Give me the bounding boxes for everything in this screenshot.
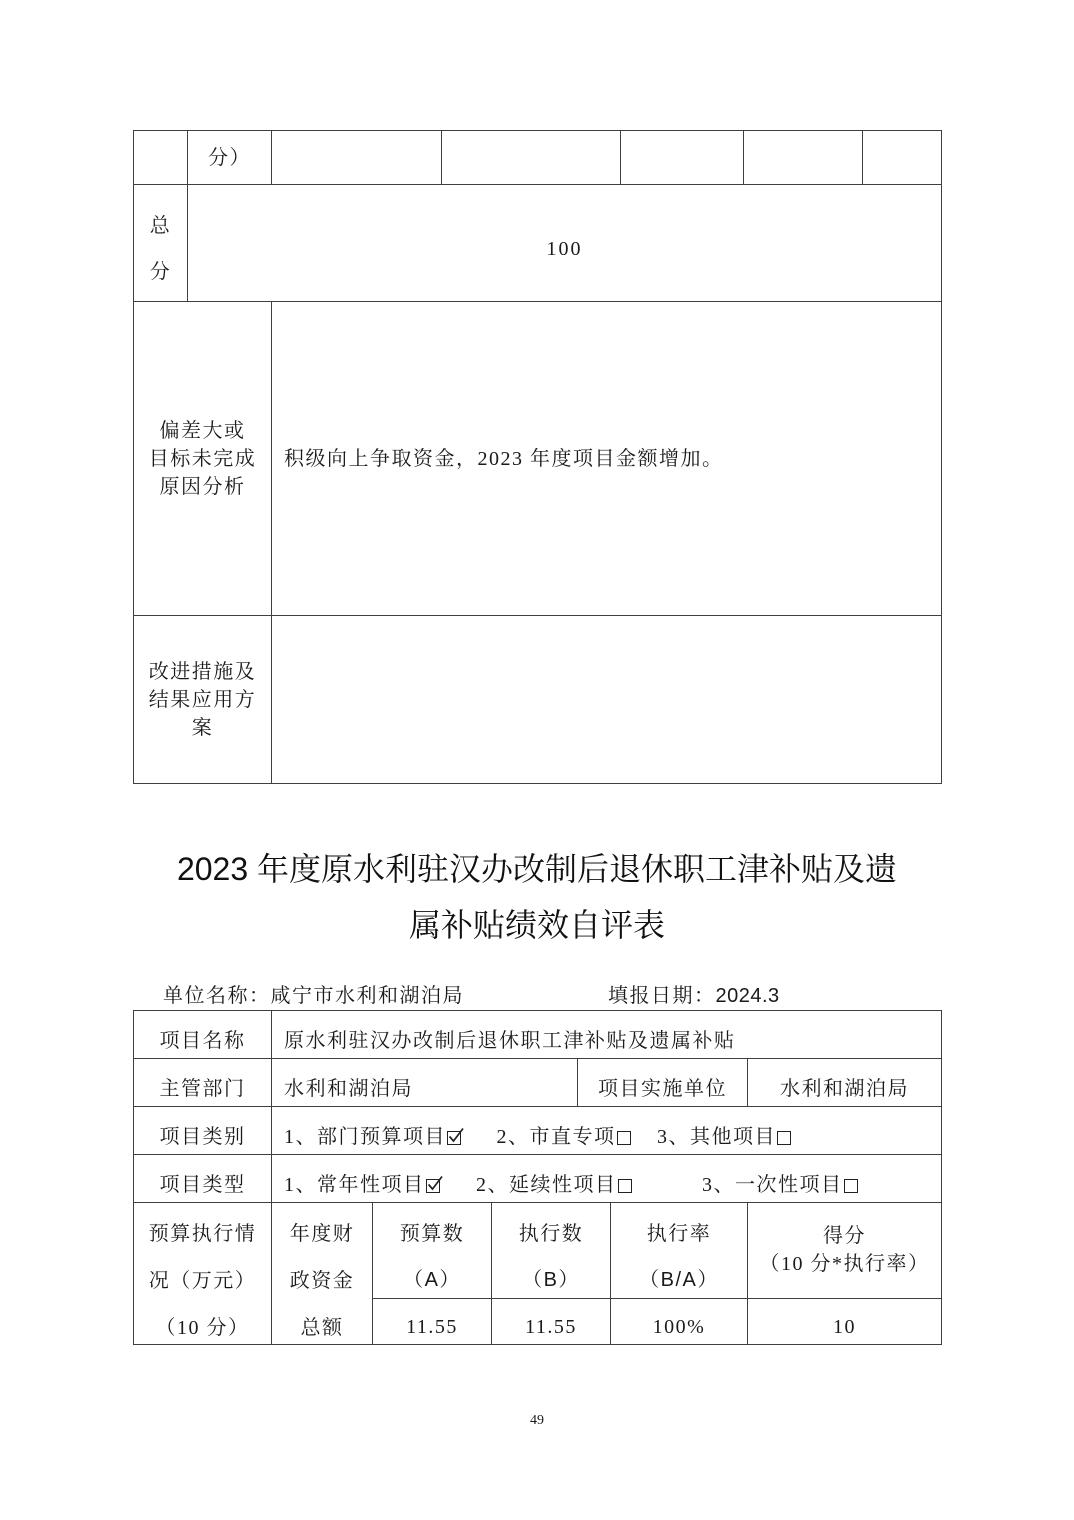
department-row xyxy=(134,1059,942,1107)
type-option xyxy=(702,1171,858,1199)
budget-execution-header-row xyxy=(134,1203,942,1299)
deviation-analysis-label xyxy=(134,302,272,616)
header-line: 执行率 xyxy=(646,1223,712,1245)
type-option-label: 1、常年性项目 xyxy=(284,1173,425,1196)
performance-self-evaluation-table xyxy=(133,1010,942,1345)
report-date-label: 填报日期： xyxy=(608,985,716,1007)
checkbox-icon xyxy=(617,1131,631,1145)
project-name-row xyxy=(134,1011,942,1059)
project-category-label: 项目类别 xyxy=(134,1107,272,1155)
label-line: 目标未完成 xyxy=(148,447,257,470)
label-line: （10 分） xyxy=(155,1317,250,1339)
executed-amount-value xyxy=(492,1298,611,1344)
empty-cell xyxy=(863,131,942,185)
score-value xyxy=(748,1298,942,1344)
execution-rate-header xyxy=(611,1203,748,1299)
page-title-line: 2023 年度原水利驻汉办改制后退休职工津补贴及遗 xyxy=(176,851,898,887)
empty-cell xyxy=(442,131,621,185)
category-option xyxy=(497,1123,631,1151)
label-line: 偏差大或 xyxy=(159,419,246,442)
score-header xyxy=(748,1203,942,1299)
project-category-options xyxy=(272,1107,942,1155)
label-line: 预算执行情 xyxy=(148,1223,257,1245)
category-option-label: 3、其他项目 xyxy=(657,1125,776,1148)
improvement-measures-label xyxy=(134,616,272,784)
header-line: （B） xyxy=(522,1269,580,1291)
type-option-label: 3、一次性项目 xyxy=(702,1173,843,1196)
empty-cell xyxy=(621,131,744,185)
improvement-measures-content xyxy=(272,616,942,784)
label-line: 总额 xyxy=(300,1317,344,1339)
department-label: 主管部门 xyxy=(134,1059,272,1107)
type-option-label: 2、延续性项目 xyxy=(476,1173,617,1196)
header-line: （B/A） xyxy=(639,1269,719,1291)
score-continuation-row xyxy=(134,131,942,185)
empty-cell xyxy=(272,131,442,185)
total-score-value: 100 xyxy=(188,185,942,302)
header-line: （10 分*执行率） xyxy=(759,1253,930,1276)
department-value: 水利和湖泊局 xyxy=(272,1059,578,1107)
total-score-row xyxy=(134,185,942,302)
execution-rate-value xyxy=(611,1298,748,1344)
report-date-value: 2024.3 xyxy=(715,985,780,1007)
cell-value: 100% xyxy=(652,1316,706,1339)
category-option-label: 2、市直专项 xyxy=(496,1125,616,1148)
label-line: 结果应用方 xyxy=(148,688,257,711)
header-line: 执行数 xyxy=(518,1223,584,1245)
label-line: 案 xyxy=(191,716,214,739)
checkbox-icon xyxy=(844,1179,858,1193)
checkbox-icon xyxy=(447,1131,461,1145)
project-category-row xyxy=(134,1107,942,1155)
page-title xyxy=(0,841,1074,953)
page-title-line: 属补贴绩效自评表 xyxy=(408,907,665,943)
category-option-label: 1、部门预算项目 xyxy=(284,1125,446,1148)
report-date xyxy=(608,982,780,1010)
budget-execution-label xyxy=(134,1203,272,1345)
label-line: 原因分析 xyxy=(159,475,246,498)
total-score-label-char: 分 xyxy=(149,261,172,283)
empty-cell xyxy=(134,131,188,185)
project-type-label: 项目类型 xyxy=(134,1155,272,1203)
implementer-value: 水利和湖泊局 xyxy=(748,1059,942,1107)
header-line: 得分 xyxy=(823,1225,867,1248)
project-type-row xyxy=(134,1155,942,1203)
total-score-label xyxy=(134,185,188,302)
label-line: 年度财 xyxy=(289,1223,355,1245)
deviation-analysis-content: 积级向上争取资金，2023 年度项目金额增加。 xyxy=(272,302,942,616)
category-option xyxy=(284,1123,461,1151)
label-line: 政资金 xyxy=(289,1270,355,1292)
project-name-label: 项目名称 xyxy=(134,1011,272,1059)
checkbox-icon xyxy=(777,1131,791,1145)
empty-cell xyxy=(744,131,863,185)
previous-evaluation-table-continuation xyxy=(133,130,942,784)
project-name-value: 原水利驻汉办改制后退休职工津补贴及遗属补贴 xyxy=(272,1011,942,1059)
label-stack xyxy=(272,1211,372,1352)
cell-value: 11.55 xyxy=(525,1316,577,1339)
label-stack xyxy=(134,1211,271,1352)
header-stack xyxy=(492,1211,610,1303)
score-label-continuation: 分） xyxy=(188,131,272,185)
cell-value: 10 xyxy=(833,1316,857,1339)
category-option xyxy=(657,1123,791,1151)
header-stack xyxy=(373,1211,491,1303)
project-type-options xyxy=(272,1155,942,1203)
header-line: （A） xyxy=(403,1269,461,1291)
header-line: 预算数 xyxy=(399,1223,465,1245)
unit-name: 单位名称：咸宁市水利和湖泊局 xyxy=(163,985,464,1007)
type-option xyxy=(476,1171,632,1199)
deviation-analysis-row xyxy=(134,302,942,616)
total-score-label-char: 总 xyxy=(149,215,172,237)
annual-fund-total-label xyxy=(272,1203,373,1345)
label-line: 况（万元） xyxy=(148,1270,257,1292)
type-option xyxy=(284,1171,440,1199)
header-stack xyxy=(611,1211,747,1303)
checkbox-icon xyxy=(426,1179,440,1193)
executed-amount-header xyxy=(492,1203,611,1299)
budget-amount-header xyxy=(373,1203,492,1299)
budget-amount-value xyxy=(373,1298,492,1344)
checkbox-icon xyxy=(618,1179,632,1193)
label-line: 改进措施及 xyxy=(148,660,257,683)
implementer-label: 项目实施单位 xyxy=(578,1059,748,1107)
page-number: 49 xyxy=(530,1413,544,1428)
cell-value: 11.55 xyxy=(406,1316,458,1339)
improvement-measures-row xyxy=(134,616,942,784)
